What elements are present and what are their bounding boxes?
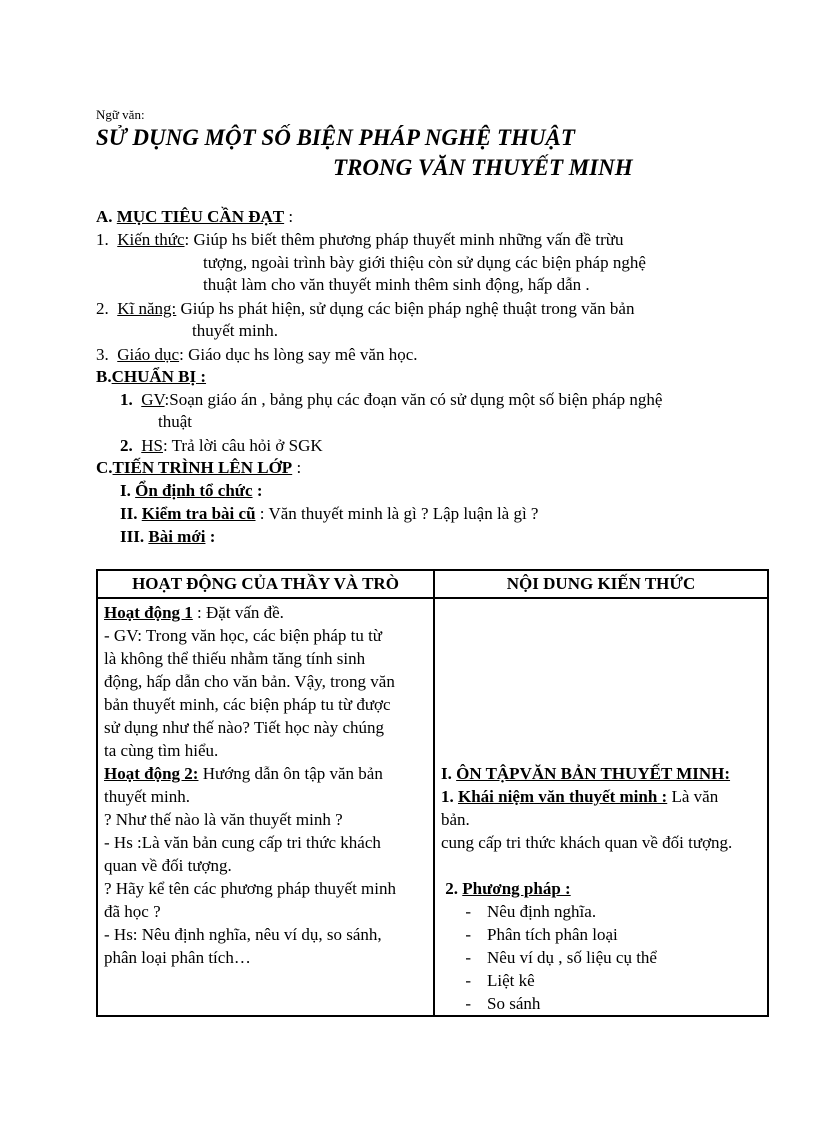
method-text: Liệt kê xyxy=(487,971,535,990)
qa-line: - Hs: Nêu định nghĩa, nêu ví dụ, so sánh, xyxy=(104,925,382,944)
step-label: Ổn định tổ chức xyxy=(135,481,253,500)
content-item-2 xyxy=(441,877,761,900)
step-text: : xyxy=(252,481,263,500)
activity-2 xyxy=(104,762,427,785)
item-text-cont: cung cấp tri thức khách quan về đối tượng. xyxy=(441,833,733,852)
method-item: - Nêu ví dụ , số liệu cụ thể xyxy=(465,948,657,967)
content-cell xyxy=(434,598,768,1016)
qa-line: ? Hãy kể tên các phương pháp thuyết minh xyxy=(104,879,397,898)
page-title-line2: TRONG VĂN THUYẾT MINH xyxy=(333,155,633,180)
item-text-cont: bản. xyxy=(441,810,470,829)
item-num: 1. xyxy=(441,787,458,806)
objective-text: Giúp hs phát hiện, sử dụng các biện pháp nghệ thuật trong văn bản xyxy=(176,299,635,318)
prep-text: : Trả lời câu hỏi ở SGK xyxy=(162,436,323,455)
method-text: Nêu định nghĩa. xyxy=(487,902,597,921)
step-label: Kiểm tra bài cũ xyxy=(141,504,256,523)
section-b-title: CHUẨN BỊ : xyxy=(111,367,207,386)
lesson-step-2 xyxy=(120,503,538,525)
step-num: I. xyxy=(120,481,136,500)
prep-label: GV xyxy=(141,390,165,409)
section-b-heading xyxy=(96,366,206,388)
qa-line: quan về đối tượng. xyxy=(104,856,232,875)
activities-cell xyxy=(97,598,434,1016)
method-item: - Liệt kê xyxy=(465,971,535,990)
content-item-1 xyxy=(441,785,761,808)
lesson-step-3 xyxy=(120,526,215,548)
gv-line: ta cùng tìm hiểu. xyxy=(104,741,219,760)
activity-text-cont: thuyết minh. xyxy=(104,787,190,806)
step-num: II. xyxy=(120,504,142,523)
qa-line: - Hs :Là văn bản cung cấp tri thức khách xyxy=(104,833,381,852)
activity-1 xyxy=(104,601,427,624)
prep-teacher xyxy=(120,389,662,411)
section-c-title: TIẾN TRÌNH LÊN LỚP xyxy=(112,458,293,477)
method-text: So sánh xyxy=(487,994,541,1013)
qa-line: phân loại phân tích… xyxy=(104,948,251,967)
objective-label: Kiến thức xyxy=(117,230,185,249)
section-num: I. xyxy=(441,764,457,783)
objective-skill xyxy=(96,298,634,320)
list-num: 1. xyxy=(120,390,133,409)
section-a-title: MỤC TIÊU CẦN ĐẠT xyxy=(116,207,285,226)
step-label: Bài mới xyxy=(148,527,206,546)
content-section-title xyxy=(441,762,761,785)
objective-label: Giáo dục xyxy=(117,345,180,364)
step-text: : Văn thuyết minh là gì ? Lập luận là gì ? xyxy=(255,504,539,523)
activity-text: : Đặt vấn đề. xyxy=(192,603,284,622)
gv-line: bản thuyết minh, các biện pháp tu từ được xyxy=(104,695,391,714)
step-text: : xyxy=(205,527,216,546)
objective-text: : Giáo dục hs lòng say mê văn học. xyxy=(179,345,418,364)
method-text: Phân tích phân loại xyxy=(487,925,618,944)
method-item: - Nêu định nghĩa. xyxy=(465,902,597,921)
section-c-suffix: : xyxy=(292,458,302,477)
section-a-prefix: A. xyxy=(96,207,117,226)
gv-line: - GV: Trong văn học, các biện pháp tu từ xyxy=(104,626,383,645)
activity-label: Hoạt động 1 xyxy=(104,603,193,622)
objective-skill-cont: thuyết minh. xyxy=(192,321,278,340)
gv-line: sử dụng như thế nào? Tiết học này chúng xyxy=(104,718,385,737)
prep-text: :Soạn giáo án , bảng phụ các đoạn văn có sử dụng một số biện pháp nghệ xyxy=(164,390,663,409)
page-title-line1: SỬ DỤNG MỘT SỐ BIỆN PHÁP NGHỆ THUẬT xyxy=(96,125,575,150)
activity-label: Hoạt động 2: xyxy=(104,764,199,783)
gv-line: động, hấp dẫn cho văn bản. Vậy, trong văn xyxy=(104,672,395,691)
objective-knowledge-cont: thuật làm cho văn thuyết minh thêm sinh động, hấp dẫn . xyxy=(203,275,590,294)
subject-label: Ngữ văn: xyxy=(96,107,145,122)
qa-line: đã học ? xyxy=(104,902,161,921)
objective-label: Kĩ năng: xyxy=(117,299,177,318)
lesson-table xyxy=(96,569,769,1017)
method-text: Nêu ví dụ , số liệu cụ thể xyxy=(487,948,657,967)
section-c-prefix: C. xyxy=(96,458,113,477)
objective-education xyxy=(96,344,418,366)
section-c-heading xyxy=(96,457,301,479)
method-item: - So sánh xyxy=(465,994,541,1013)
col-header-activities: HOẠT ĐỘNG CỦA THẦY VÀ TRÒ xyxy=(97,570,434,598)
prep-label: HS xyxy=(141,436,163,455)
list-num: 2. xyxy=(96,299,109,318)
list-num: 2. xyxy=(120,436,133,455)
step-num: III. xyxy=(120,527,149,546)
section-a-suffix: : xyxy=(284,207,294,226)
objective-knowledge-cont: tượng, ngoài trình bày giới thiệu còn sử dụng các biện pháp nghệ xyxy=(203,253,646,272)
list-num: 3. xyxy=(96,345,109,364)
prep-teacher-cont: thuật xyxy=(158,412,192,431)
objective-knowledge xyxy=(96,229,623,251)
item-text: Là văn xyxy=(667,787,719,806)
section-b-prefix: B. xyxy=(96,367,112,386)
prep-student xyxy=(120,435,323,457)
objective-text: : Giúp hs biết thêm phương pháp thuyết minh những vấn đề trừu xyxy=(184,230,624,249)
list-num: 1. xyxy=(96,230,109,249)
method-item: - Phân tích phân loại xyxy=(465,925,618,944)
item-label: Khái niệm văn thuyết minh : xyxy=(458,787,668,806)
col-header-content: NỘI DUNG KIẾN THỨC xyxy=(434,570,768,598)
section-title: ÔN TẬPVĂN BẢN THUYẾT MINH: xyxy=(456,764,731,783)
lesson-step-1 xyxy=(120,480,262,502)
activity-text: Hướng dẫn ôn tập văn bản xyxy=(198,764,383,783)
qa-line: ? Như thế nào là văn thuyết minh ? xyxy=(104,810,343,829)
gv-line: là không thể thiếu nhằm tăng tính sinh xyxy=(104,649,366,668)
item-label: Phương pháp : xyxy=(462,879,571,898)
section-a-heading xyxy=(96,206,293,228)
item-num: 2. xyxy=(445,879,463,898)
